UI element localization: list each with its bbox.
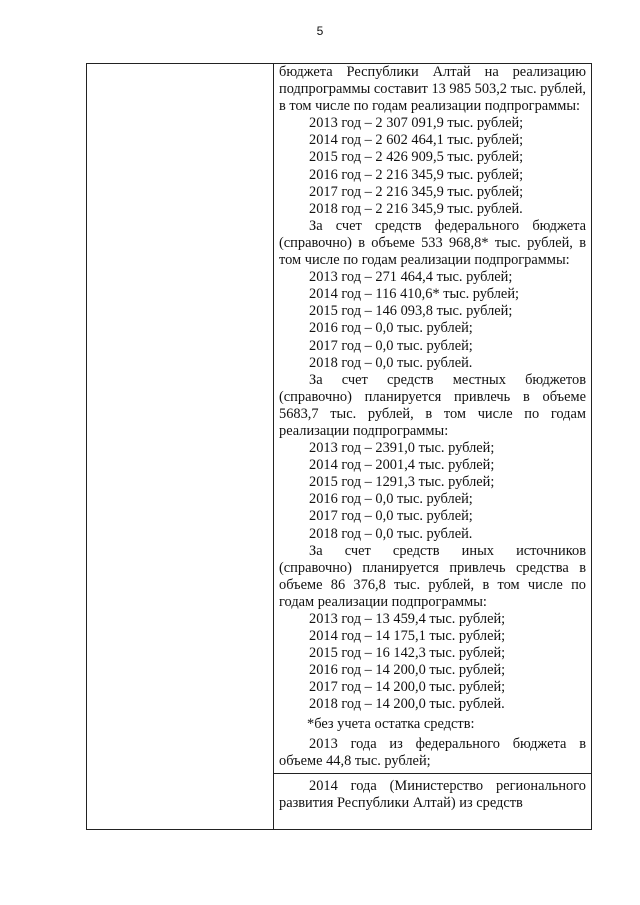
list-item: 2015 год – 2 426 909,5 тыс. рублей; xyxy=(309,149,524,166)
federal-years-list xyxy=(279,269,586,372)
regional-years-list xyxy=(279,115,586,218)
divider xyxy=(274,773,591,774)
list-item: 2016 год – 0,0 тыс. рублей; xyxy=(309,491,473,508)
note-2013: 2013 года из федерального бюджета в объеме 44,8 тыс. рублей; xyxy=(279,735,586,769)
list-item: 2017 год – 0,0 тыс. рублей; xyxy=(309,508,473,525)
list-item: 2015 год – 16 142,3 тыс. рублей; xyxy=(309,645,506,662)
local-years-list xyxy=(279,440,586,543)
table-left-column xyxy=(87,64,274,829)
list-item: 2018 год – 2 216 345,9 тыс. рублей. xyxy=(309,200,523,217)
list-item: 2015 год – 1291,3 тыс. рублей; xyxy=(309,474,495,491)
intro-paragraph: бюджета Республики Алтай на реализацию подпрограммы составит 13 985 503,2 тыс. рублей, в том числе по годам реализации подпрограммы: xyxy=(279,64,586,115)
list-item: 2014 год – 14 175,1 тыс. рублей; xyxy=(309,628,506,645)
list-item: 2018 год – 14 200,0 тыс. рублей. xyxy=(309,696,505,713)
note-2014: 2014 года (Министерство регионального развития Республики Алтай) из средств xyxy=(279,777,586,811)
list-item: 2017 год – 0,0 тыс. рублей; xyxy=(309,337,473,354)
other-intro: За счет средств иных источников (справочно) планируется привлечь средства в объеме 86 376,8 тыс. рублей, в том числе по годам реализации подпрограммы: xyxy=(279,542,586,610)
list-item: 2013 год – 2 307 091,9 тыс. рублей; xyxy=(309,115,524,132)
list-item: 2013 год – 13 459,4 тыс. рублей; xyxy=(309,611,506,627)
list-item: 2018 год – 0,0 тыс. рублей. xyxy=(309,525,473,542)
list-item: 2017 год – 14 200,0 тыс. рублей; xyxy=(309,679,506,696)
local-intro: За счет средств местных бюджетов (справочно) планируется привлечь в объеме 5683,7 тыс. рублей, в том числе по годам реализации подпрограммы: xyxy=(279,371,586,439)
table-right-column xyxy=(274,64,591,829)
list-item: 2013 год – 271 464,4 тыс. рублей; xyxy=(309,269,513,286)
footnote: *без учета остатка средств: xyxy=(307,715,475,732)
list-item: 2018 год – 0,0 тыс. рублей. xyxy=(309,354,473,371)
list-item: 2016 год – 14 200,0 тыс. рублей; xyxy=(309,662,506,679)
budget-table xyxy=(86,63,592,830)
federal-intro: За счет средств федерального бюджета (справочно) в объеме 533 968,8* тыс. рублей, в том числе по годам реализации подпрограммы: xyxy=(279,217,586,269)
list-item: 2017 год – 2 216 345,9 тыс. рублей; xyxy=(309,183,524,200)
list-item: 2016 год – 0,0 тыс. рублей; xyxy=(309,320,473,337)
list-item: 2013 год – 2391,0 тыс. рублей; xyxy=(309,440,495,457)
list-item: 2014 год – 116 410,6* тыс. рублей; xyxy=(309,286,520,303)
list-item: 2015 год – 146 093,8 тыс. рублей; xyxy=(309,303,513,320)
list-item: 2014 год – 2001,4 тыс. рублей; xyxy=(309,457,495,474)
list-item: 2014 год – 2 602 464,1 тыс. рублей; xyxy=(309,132,524,149)
other-years-list xyxy=(279,611,586,714)
page-number: 5 xyxy=(316,24,324,38)
list-item: 2016 год – 2 216 345,9 тыс. рублей; xyxy=(309,166,524,183)
